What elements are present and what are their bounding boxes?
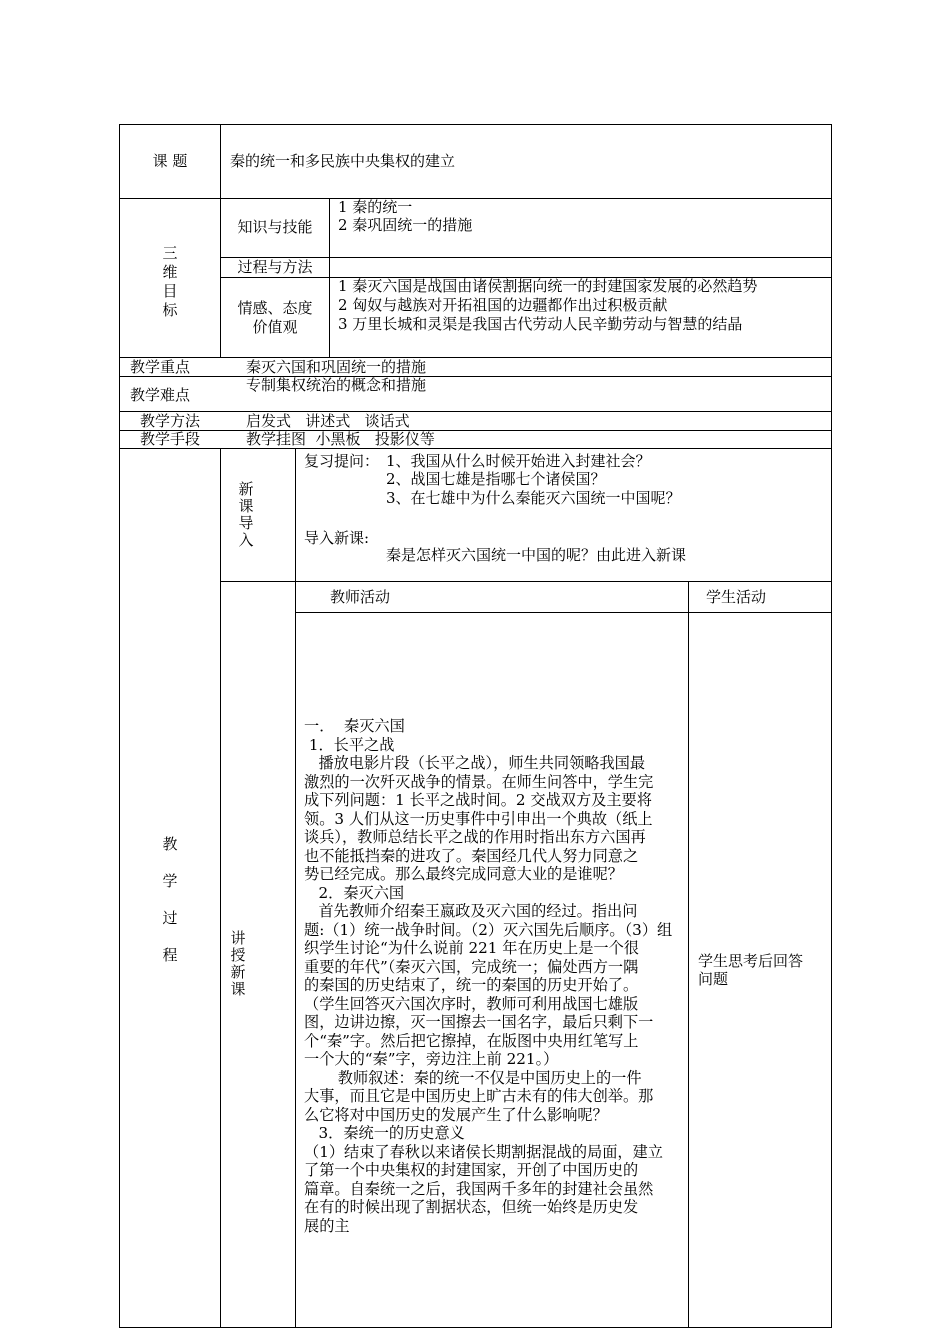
table-border-top <box>119 124 832 125</box>
emotion-item: 3 万里长城和灵渠是我国古代劳动人民辛勤劳动与智慧的结晶 <box>338 315 743 333</box>
student-activity-text: 学生思考后回答 <box>698 952 804 970</box>
col-line <box>329 198 330 358</box>
teacher-activity-header: 教师活动 <box>330 588 391 606</box>
objectives-label: 三 维 目 标 <box>162 244 178 319</box>
row-line <box>119 430 832 431</box>
difficulty-value: 专制集权统治的概念和措施 <box>246 376 427 394</box>
means-label: 教学手段 <box>139 430 200 448</box>
row-line <box>295 612 832 613</box>
means-value: 教学挂图 小黑板 投影仪等 <box>246 430 435 448</box>
col-line <box>295 448 296 1328</box>
method-label: 教学方法 <box>139 412 200 430</box>
lecture-label: 讲 授 新 课 <box>230 929 246 998</box>
process-method-label: 过程与方法 <box>237 258 313 276</box>
row-line <box>119 448 832 449</box>
student-activity-text-line2: 问题 <box>698 970 729 988</box>
emotion-item: 2 匈奴与越族对开拓祖国的边疆都作出过积极贡献 <box>338 296 668 314</box>
table-border-bottom <box>119 1327 832 1328</box>
process-label: 教 学 过 程 <box>162 835 178 964</box>
course-label: 课 题 <box>152 152 188 170</box>
course-title: 秦的统一和多民族中央集权的建立 <box>230 152 456 170</box>
emotion-label-line2: 价值观 <box>252 318 298 336</box>
table-border-right <box>831 124 832 1328</box>
method-value: 启发式 讲述式 谈话式 <box>246 412 410 430</box>
row-line <box>119 198 832 199</box>
intro-prefix: 导入新课: <box>304 529 370 547</box>
emotion-label: 情感、态度 <box>237 299 313 317</box>
review-question: 3、在七雄中为什么秦能灭六国统一中国呢？ <box>386 489 681 507</box>
row-line <box>119 411 832 412</box>
row-line <box>220 581 832 582</box>
row-line <box>119 357 832 358</box>
review-question: 2、战国七雄是指哪七个诸侯国？ <box>386 470 606 488</box>
col-line <box>220 124 221 199</box>
knowledge-label: 知识与技能 <box>237 218 313 236</box>
review-prefix: 复习提问： <box>304 452 380 470</box>
col-line <box>688 581 689 1328</box>
intro-text: 秦是怎样灭六国统一中国的呢？由此进入新课 <box>386 546 687 564</box>
row-line <box>119 376 832 377</box>
difficulty-label: 教学难点 <box>129 386 190 404</box>
col-line <box>220 448 221 1328</box>
teacher-activity-text: 一． 秦灭六国 1．长平之战 播放电影片段（长平之战），师生共同领略我国最 激烈的一次歼灭战争的情景。在师生问答中，学生完 成下列问题：1 长平之战时间。2 交战双方及主要将 领。3 人们从这一历史事件中引申出一个典故（纸上 谈兵），教师总结长平之战的作用时指出东方六国再 也不能抵挡秦的进攻了。秦国经几代人努力同意之 势已经完成。那么最终完成同意大业的是谁呢？ 2．秦灭六国 首先教师介绍秦王嬴政及灭六国的经过。指出问 题:（1）统一战争时间。（2）灭六国先后顺序。（3）组 织学生讨论“为什么说前 221 年在历史上是一个很 重要的年代”（秦灭六国，完成统一；偏处西方一隅 的秦国的历史结束了，统一的秦国的历史开始了。 （学生回答灭六国次序时，教师可利用战国七雄版 图，边讲边擦，灭一国擦去一国名字，最后只剩下一 个“秦”字。然后把它擦掉，在版图中央用红笔写上 一个大的“秦”字，旁边注上前 221。） 教师叙述：秦的统一不仅是中国历史上的一件 大事，而且它是中国历史上旷古未有的伟大创举。那 么它将对中国历史的发展产生了什么影响呢？ 3．秦统一的历史意义 （1）结束了春秋以来诸侯长期割据混战的局面，建立 了第一个中央集权的封建国家，开创了中国历史的 篇章。自秦统一之后，我国两千多年的封建社会虽然 在有的时候出现了割据状态，但统一始终是历史发 展的主 <box>304 717 673 1235</box>
review-question: 1、我国从什么时候开始进入封建社会？ <box>386 452 651 470</box>
knowledge-item: 1 秦的统一 <box>338 198 413 216</box>
knowledge-item: 2 秦巩固统一的措施 <box>338 216 473 234</box>
key-point-value: 秦灭六国和巩固统一的措施 <box>246 358 427 376</box>
student-activity-header: 学生活动 <box>706 588 767 606</box>
table-border-left <box>119 124 120 1328</box>
emotion-item: 1 秦灭六国是战国由诸侯割据向统一的封建国家发展的必然趋势 <box>338 277 758 295</box>
intro-label: 新 课 导 入 <box>238 480 254 549</box>
key-point-label: 教学重点 <box>129 358 190 376</box>
